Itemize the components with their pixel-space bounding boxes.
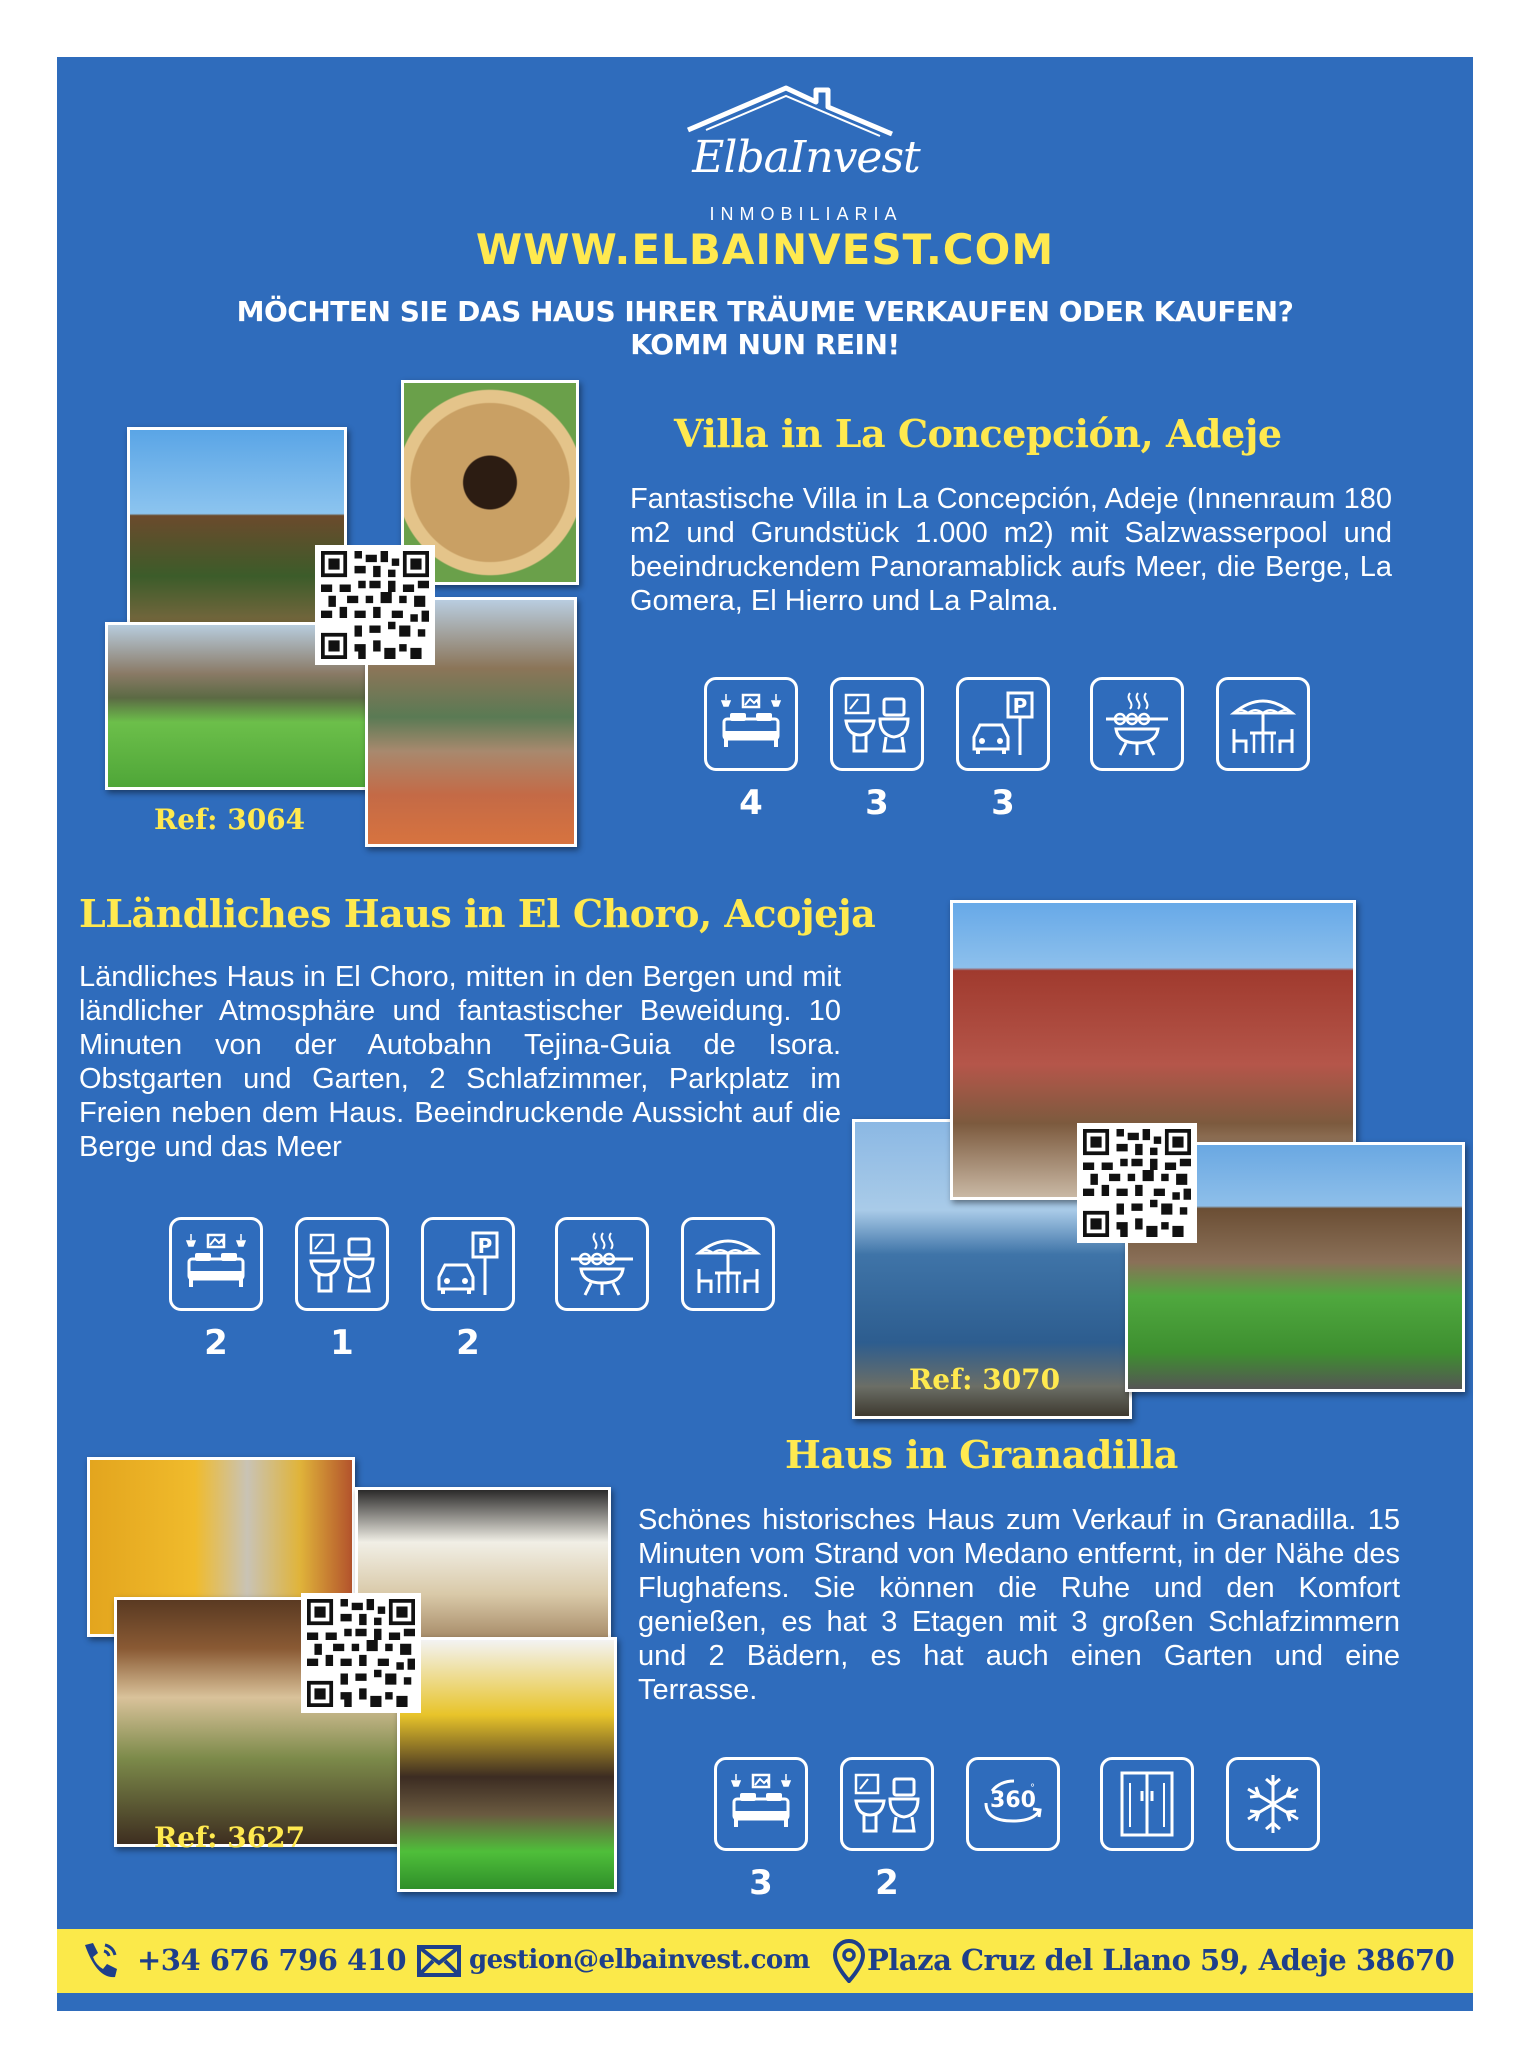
parking-count: 2 [456,1323,480,1363]
bedroom-count: 2 [204,1323,228,1363]
phone-icon [77,1939,121,1983]
parking-icon [956,677,1050,771]
bedroom-icon [169,1217,263,1311]
ref-3064: Ref: 3064 [154,803,306,836]
contact-footer [57,1929,1473,1993]
qr-icon [307,1599,415,1707]
photo-terrace [127,427,347,642]
listing-title-3627: Haus in Granadilla [785,1432,1178,1477]
amenity-icons-3627 [714,1757,1314,1903]
tagline [57,295,1473,361]
terrace-icon [681,1217,775,1311]
wardrobe-icon [1100,1757,1194,1851]
mail-icon [417,1939,461,1983]
tagline-line-2: KOMM NUN REIN! [630,328,900,361]
location-pin-icon [827,1939,871,1983]
amenity-icons-3064 [704,677,1304,823]
listing-title-3064: Villa in La Concepción, Adeje [674,411,1282,456]
qr-code-3627[interactable] [301,1593,421,1713]
bathroom-icon [840,1757,934,1851]
qr-code-3070[interactable] [1077,1123,1197,1243]
footer-email[interactable]: gestion@elbainvest.com [469,1945,810,1975]
bathroom-count: 3 [865,783,889,823]
parking-count: 3 [991,783,1015,823]
bedroom-icon [704,677,798,771]
website-link[interactable]: WWW.ELBAINVEST.COM [475,225,1055,274]
ref-3070: Ref: 3070 [909,1363,1061,1396]
qr-icon [321,551,429,659]
bathroom-icon [830,677,924,771]
elbainvest-logo [666,72,946,232]
tour-360-icon [966,1757,1060,1851]
air-conditioning-icon [1226,1757,1320,1851]
listing-title-3070: LLändliches Haus in El Choro, Acojeja [79,891,876,936]
bedroom-count: 4 [739,783,763,823]
listing-description-3064: Fantastische Villa in La Concepción, Adeje (Innenraum 180 m2 und Grundstück 1.000 m2) mit Salzwasserpool und beeindruckendem Panoramablick aufs Meer, die Berge, La Gomera, El Hierro und La Palma. [630,483,1392,617]
footer-address: Plaza Cruz del Llano 59, Adeje 38670 [867,1943,1455,1977]
terrace-icon [1216,677,1310,771]
logo-text: ElbaInvest [692,132,920,183]
bedroom-icon [714,1757,808,1851]
flyer [57,57,1473,2011]
bathroom-icon [295,1217,389,1311]
bedroom-count: 3 [749,1863,773,1903]
qr-code-3064[interactable] [315,545,435,665]
parking-icon [421,1217,515,1311]
qr-icon [1083,1129,1191,1237]
listing-description-3627: Schönes historisches Haus zum Verkauf in Granadilla. 15 Minuten vom Strand von Medano entfernt, in der Nähe des Flughafens. Sie können die Ruhe und den Komfort genießen, es hat 3 Etagen mit 3 großen Schlafzimmern und 2 Bädern, es hat auch einen Garten und eine Terrasse. [638,1504,1400,1706]
tagline-line-1: MÖCHTEN SIE DAS HAUS IHRER TRÄUME VERKAUFEN ODER KAUFEN? [236,295,1294,328]
listing-description-3070: Ländliches Haus in El Choro, mitten in den Bergen und mit ländlicher Atmosphäre und fantastischer Beweidung. 10 Minuten von der Autobahn Tejina-Guia de Isora. Obstgarten und Garten, 2 Schlafzimmer, Parkplatz im Freien neben dem Haus. Beeindruckende Aussicht auf die Berge und das Meer [79,961,841,1163]
bathroom-count: 2 [875,1863,899,1903]
ref-3627: Ref: 3627 [154,1821,306,1854]
logo-subtitle: INMOBILIARIA [709,204,903,224]
photo-yellow-courtyard [397,1637,617,1892]
barbecue-icon [1090,677,1184,771]
bathroom-count: 1 [330,1323,354,1363]
footer-phone[interactable]: +34 676 796 410 [137,1943,407,1977]
barbecue-icon [555,1217,649,1311]
amenity-icons-3070 [169,1217,769,1363]
